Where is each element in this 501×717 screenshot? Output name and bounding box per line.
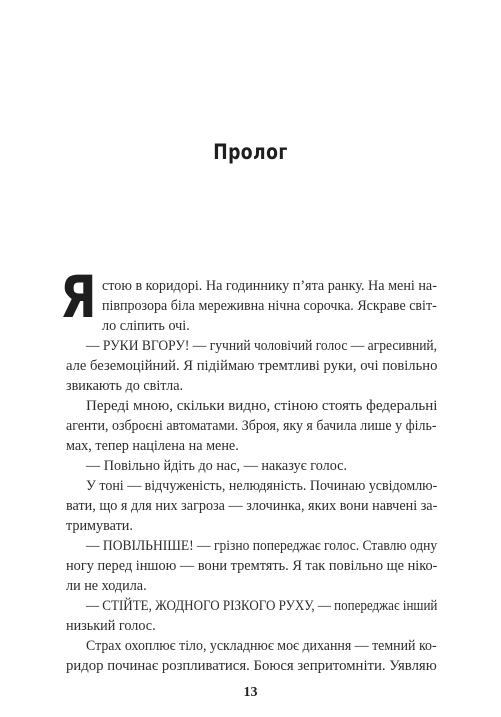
text-line: — Повільно йдіть до нас, — наказує голос.: [86, 458, 347, 474]
text-line: — РУКИ ВГОРУ! — гучний чоловічий голос — агресивний,: [86, 338, 438, 354]
text-line: стою в коридорі. На годиннику п’ята ранку. На мені на-: [102, 278, 437, 294]
drop-cap: Я: [60, 263, 97, 331]
text-line: півпрозора біла мереживна нічна сорочка. Яскраве світ-: [102, 298, 437, 314]
text-line: — ПОВІЛЬНІШЕ! — грізно попереджає голос. Ставлю одну: [86, 538, 438, 554]
text-line: ридор починає розпливатися. Боюся зепритомніти. Уявляю: [66, 658, 437, 674]
text-line: мах, тепер націлена на мене.: [66, 438, 239, 454]
text-line: звикають до світла.: [66, 378, 184, 394]
text-line: У тоні — відчуженість, нелюдяність. Починаю усвідомлю-: [86, 478, 438, 494]
chapter-title: Пролог: [213, 140, 288, 164]
text-line: низький голос.: [66, 618, 156, 634]
text-line: вати, що я для них загроза — злочинка, яких вони навчені за-: [66, 498, 438, 514]
page-number: 13: [243, 685, 258, 700]
text-line: ло сліпить очі.: [102, 318, 190, 334]
text-line: ногу перед іншою — вони тремтять. Я так повільно ще ніко-: [66, 558, 438, 574]
text-line: Страх охоплює тіло, ускладнює моє дихання — темний ко-: [86, 638, 437, 654]
text-line: але беземоційний. Я підіймаю тремтливі руки, очі повільно: [66, 358, 438, 374]
text-line: агенти, озброєні автоматами. Зброя, яку я бачила лише у філь-: [66, 418, 437, 434]
text-line: ли не ходила.: [66, 578, 147, 594]
text-line: тримувати.: [66, 518, 133, 534]
text-line: Переді мною, скільки видно, стіною стоять федеральні: [86, 398, 438, 414]
text-line: — СТІЙТЕ, ЖОДНОГО РІЗКОГО РУХУ, — попереджає інший: [86, 598, 438, 614]
